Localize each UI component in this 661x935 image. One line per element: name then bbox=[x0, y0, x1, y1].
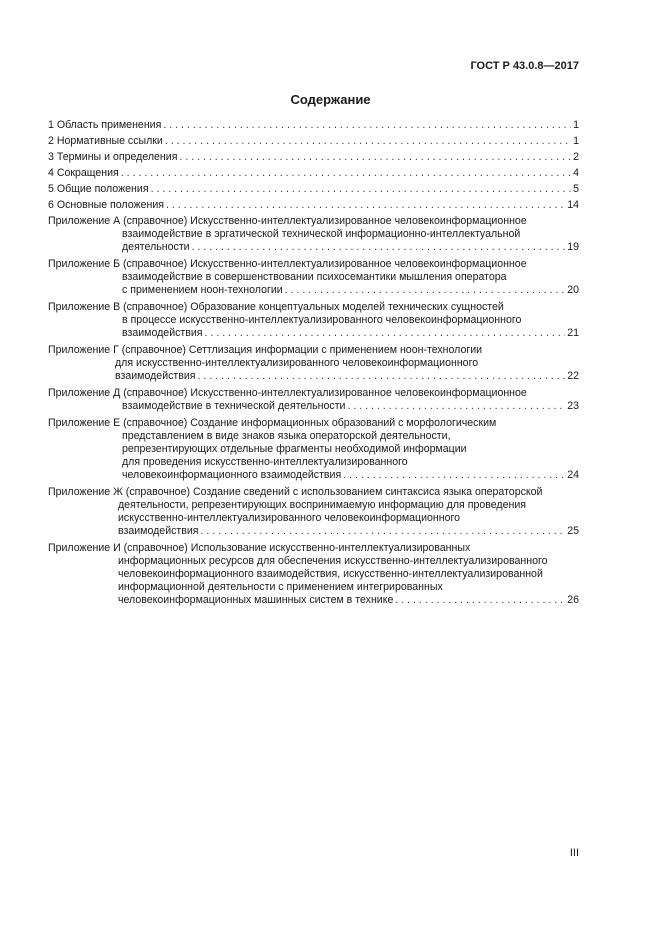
toc-entry-last-line bbox=[48, 183, 579, 196]
toc-entry-line: взаимодействие в совершенствовании психосемантики мышления оператора bbox=[122, 271, 507, 283]
dot-leader bbox=[347, 400, 565, 413]
dot-leader bbox=[165, 135, 571, 148]
dot-leader bbox=[395, 594, 565, 607]
toc-page-number: 5 bbox=[573, 183, 579, 195]
dot-leader bbox=[163, 119, 571, 132]
dot-leader bbox=[205, 327, 566, 340]
toc-entry-last-line bbox=[48, 370, 579, 383]
toc-entry-line: Приложение Д (справочное) Искусственно-интеллектуализированное человекоинформационное bbox=[48, 387, 527, 399]
dot-leader bbox=[201, 525, 566, 538]
toc-entry-last-line bbox=[48, 241, 579, 254]
toc-page-number: 14 bbox=[567, 199, 579, 211]
toc-entry-line: взаимодействие в эргатической технической информационно-интеллектуальной bbox=[122, 228, 521, 240]
toc-entry-title: 1 Область применения bbox=[48, 119, 162, 131]
toc-entry-title: 5 Общие положения bbox=[48, 183, 149, 195]
toc-entry-last-line bbox=[48, 469, 579, 482]
toc-entry[interactable] bbox=[48, 344, 579, 383]
toc-entry-title: человекоинформационного взаимодействия bbox=[122, 469, 342, 481]
table-of-contents bbox=[48, 119, 579, 611]
toc-page-number: 23 bbox=[567, 400, 579, 412]
toc-entry-line: деятельности, репрезентирующих воспринимаемую информацию для проведения bbox=[118, 499, 526, 511]
toc-entry-title: с применением ноон-технологии bbox=[122, 284, 283, 296]
toc-entry-title: 2 Нормативные ссылки bbox=[48, 135, 163, 147]
toc-entry-line: человекоинформационного взаимодействия, искусственно-интеллектуализированной bbox=[118, 568, 543, 580]
toc-entry-line: для искусственно-интеллектуализированного человекоинформационного bbox=[115, 357, 479, 369]
toc-entry-last-line bbox=[48, 151, 579, 164]
page-number: III bbox=[569, 847, 579, 859]
toc-page-number: 1 bbox=[573, 119, 579, 131]
toc-page-number: 26 bbox=[567, 594, 579, 606]
toc-entry-line: Приложение В (справочное) Образование концептуальных моделей технических сущностей bbox=[48, 301, 504, 313]
toc-entry-line: Приложение И (справочное) Использование искусственно-интеллектуализированных bbox=[48, 542, 471, 554]
toc-entry-last-line bbox=[48, 199, 579, 212]
toc-entry-title: деятельности bbox=[122, 241, 190, 253]
toc-entry[interactable] bbox=[48, 183, 579, 196]
toc-page-number: 21 bbox=[567, 327, 579, 339]
toc-entry[interactable] bbox=[48, 199, 579, 212]
toc-entry-last-line bbox=[48, 284, 579, 297]
dot-leader bbox=[285, 284, 566, 297]
toc-entry[interactable] bbox=[48, 215, 579, 254]
toc-page-number: 1 bbox=[573, 135, 579, 147]
dot-leader bbox=[121, 167, 571, 180]
toc-entry-line: Приложение Ж (справочное) Создание сведений с использованием синтаксиса языка операторской bbox=[48, 486, 543, 498]
toc-title: Содержание bbox=[290, 92, 371, 107]
toc-entry[interactable] bbox=[48, 301, 579, 340]
toc-page-number: 4 bbox=[573, 167, 579, 179]
toc-entry-line: информационных ресурсов для обеспечения искусственно-интеллектуализированного bbox=[118, 555, 548, 567]
toc-page-number: 24 bbox=[567, 469, 579, 481]
toc-entry[interactable] bbox=[48, 258, 579, 297]
toc-entry-title: взаимодействие в технической деятельности bbox=[122, 400, 346, 412]
toc-entry[interactable] bbox=[48, 387, 579, 413]
dot-leader bbox=[179, 151, 571, 164]
toc-entry[interactable] bbox=[48, 151, 579, 164]
toc-page-number: 2 bbox=[573, 151, 579, 163]
toc-page-number: 22 bbox=[567, 370, 579, 382]
toc-page-number: 19 bbox=[567, 241, 579, 253]
toc-entry-last-line bbox=[48, 525, 579, 538]
toc-entry-line: Приложение Г (справочное) Сеттлизация информации с применением ноон-технологии bbox=[48, 344, 483, 356]
toc-entry[interactable] bbox=[48, 119, 579, 132]
toc-entry[interactable] bbox=[48, 486, 579, 538]
toc-entry-line: репрезентирующих отдельные фрагменты необходимой информации bbox=[122, 443, 467, 455]
toc-entry-last-line bbox=[48, 327, 579, 340]
toc-entry-line: Приложение А (справочное) Искусственно-интеллектуализированное человекоинформационное bbox=[48, 215, 527, 227]
toc-entry-last-line bbox=[48, 594, 579, 607]
toc-page-number: 25 bbox=[567, 525, 579, 537]
toc-entry-title: человекоинформационных машинных систем в технике bbox=[118, 594, 394, 606]
dot-leader bbox=[151, 183, 572, 196]
dot-leader bbox=[166, 199, 565, 212]
toc-page-number: 20 bbox=[567, 284, 579, 296]
toc-entry-title: взаимодействия bbox=[122, 327, 203, 339]
toc-entry-line: представлением в виде знаков языка операторской деятельности, bbox=[122, 430, 451, 442]
toc-entry[interactable] bbox=[48, 135, 579, 148]
document-code: ГОСТ Р 43.0.8—2017 bbox=[470, 60, 579, 72]
toc-entry-last-line bbox=[48, 119, 579, 132]
toc-entry-title: взаимодействия bbox=[115, 370, 196, 382]
dot-leader bbox=[343, 469, 565, 482]
toc-entry-line: Приложение Е (справочное) Создание информационных образований с морфологическим bbox=[48, 417, 497, 429]
toc-entry-line: искусственно-интеллектуализированного человекоинформационного bbox=[118, 512, 461, 524]
toc-entry-title: 4 Сокращения bbox=[48, 167, 119, 179]
toc-entry[interactable] bbox=[48, 417, 579, 482]
toc-entry-title: 3 Термины и определения bbox=[48, 151, 178, 163]
toc-entry-line: Приложение Б (справочное) Искусственно-интеллектуализированное человекоинформационное bbox=[48, 258, 527, 270]
toc-entry-line: для проведения искусственно-интеллектуализированного bbox=[122, 456, 408, 468]
dot-leader bbox=[198, 370, 566, 383]
toc-entry-last-line bbox=[48, 400, 579, 413]
toc-entry-title: 6 Основные положения bbox=[48, 199, 164, 211]
toc-entry-last-line bbox=[48, 167, 579, 180]
toc-entry-line: в процессе искусственно-интеллектуализированного человекоинформационного bbox=[122, 314, 522, 326]
dot-leader bbox=[192, 241, 566, 254]
toc-entry-line: информационной деятельности с применением интегрированных bbox=[118, 581, 443, 593]
toc-entry[interactable] bbox=[48, 167, 579, 180]
toc-entry-last-line bbox=[48, 135, 579, 148]
toc-entry-title: взаимодействия bbox=[118, 525, 199, 537]
toc-entry[interactable] bbox=[48, 542, 579, 607]
